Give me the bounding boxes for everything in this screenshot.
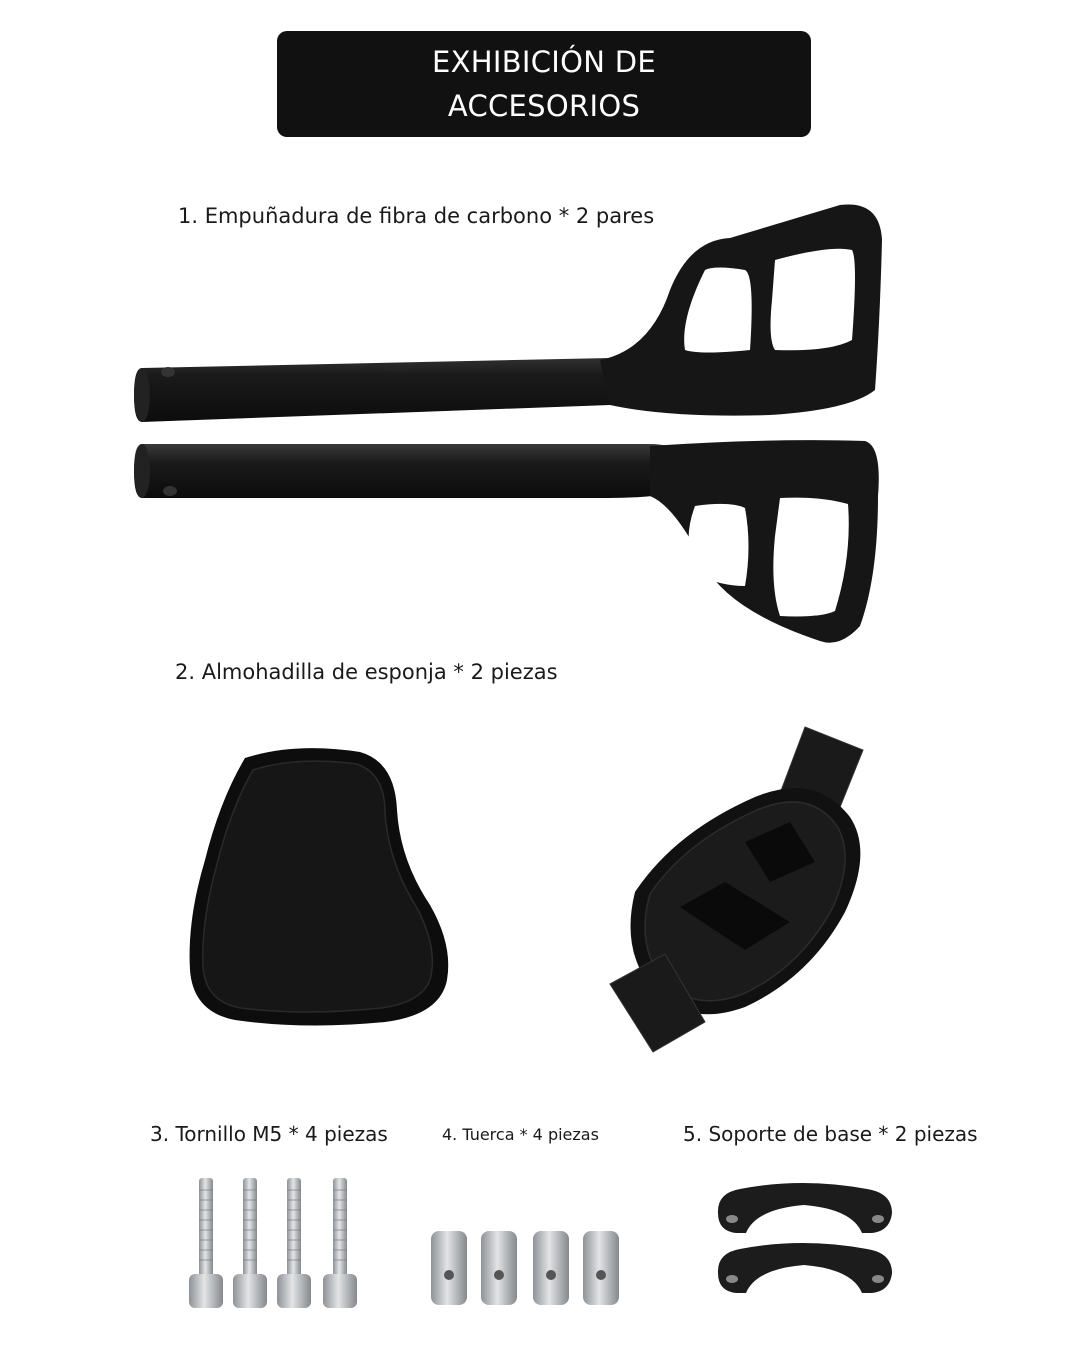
nut-4	[583, 1231, 619, 1305]
item-2-label: 2. Almohadilla de esponja * 2 piezas	[175, 660, 558, 684]
bracket-1	[718, 1183, 892, 1233]
item-5-label: 5. Soporte de base * 2 piezas	[683, 1122, 978, 1146]
item-4-label: 4. Tuerca * 4 piezas	[442, 1125, 599, 1144]
title-line-1: EXHIBICIÓN DE	[431, 45, 657, 79]
screw-1	[189, 1178, 223, 1308]
sponge-pad-back-image	[605, 722, 875, 1057]
screw-4	[323, 1178, 357, 1308]
sponge-pad-front-image	[185, 740, 460, 1030]
nut-2	[481, 1231, 517, 1305]
screw-2	[233, 1178, 267, 1308]
title-banner	[277, 31, 811, 137]
carbon-grip-bottom-image	[130, 436, 890, 656]
base-brackets-image	[712, 1175, 897, 1315]
svg-text://////////: //////////	[380, 362, 414, 373]
m5-screws-image	[185, 1170, 365, 1315]
carbon-grip-top-image	[130, 200, 890, 430]
item-1-label: 1. Empuñadura de fibra de carbono * 2 pares	[178, 204, 655, 228]
title-line-2: ACCESORIOS	[447, 89, 641, 123]
bracket-2	[718, 1243, 892, 1293]
nut-3	[533, 1231, 569, 1305]
screw-3	[277, 1178, 311, 1308]
item-3-label: 3. Tornillo M5 * 4 piezas	[150, 1122, 388, 1146]
nut-1	[431, 1231, 467, 1305]
nuts-image	[425, 1225, 625, 1310]
